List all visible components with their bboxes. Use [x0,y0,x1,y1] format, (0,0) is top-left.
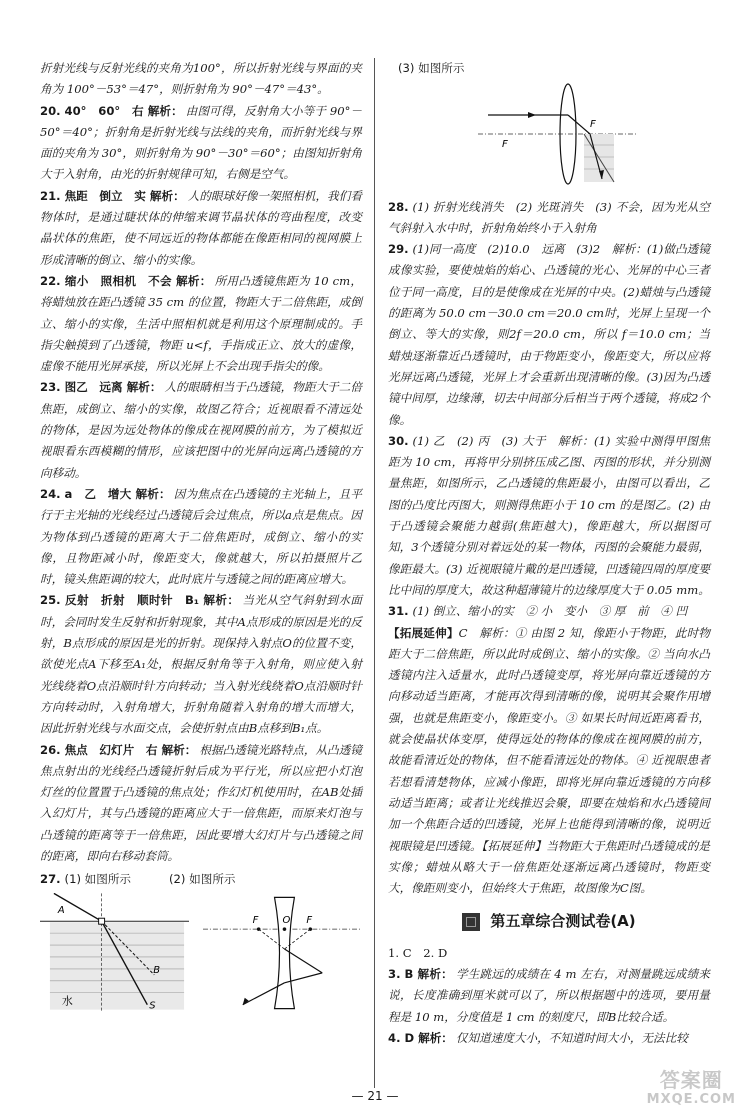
label-f-left: F [252,914,259,926]
page-number: — 21 — [351,1089,399,1103]
answer: D [404,1030,415,1045]
section-title-text: 第五章综合测试卷(A) [490,912,636,931]
question-number: 28. [388,199,409,214]
question-28 [388,197,710,240]
column-divider [374,58,375,1088]
analysis-label: 解析： [418,1030,453,1045]
question-29 [388,239,710,431]
question-number: 20. [40,103,61,118]
extension-text: C 解析：① 由图 2 知，像距小于物距，此时物距大于二倍焦距，所以此时成倒立、缩小的实像。② 当向水凸透镜内注入适量水，此时凸透镜变厚，将光屏向靠近透镜的方向移动适当距离，才能再次得到清晰的像，说明其会聚作用增强，也就是焦距变小，像距变小。③ 如果长时间近距离看书，就会使晶状体变厚，使得远处的物体的像成在视网膜的前方，故能看清近处的物体，但不能看清远处的物体。④ 近视眼患者若想看清楚物体，应减小像距，即将光屏向靠近透镜的方向移动适当距离；或者让光线推迟会聚，即要在烛焰和水凸透镜间加一个焦距合适的凹透镜，光屏上也能得到清晰的像，说明近视眼镜是凹透镜。【拓展延伸】当物距大于焦距时凸透镜成的是实像；蜡烛从略大于一倍焦距处逐渐远离凸透镜时，物距变大，像距则变小，但始终大于焦距，故图像为C图。 [388,625,710,896]
concave-lens-diagram [203,893,362,1013]
analysis-text: 因为焦点在凸透镜的主光轴上，且平行于主光轴的光线经过凸透镜后会过焦点，所以a点是焦点。因为物体到凸透镜的距离大于二倍焦距时，成倒立、缩小的实像，且物距减小时，像距变大，像就越大，所以拍摄照片乙时，镜头焦距调的较大，此时底片与透镜之间的距离应增大。 [40,486,362,587]
analysis-text: 仅知道速度大小，不知道时间大小，无法比较 [455,1030,688,1045]
question-30 [388,431,710,601]
watermark-logo: 答案圈 MXQE.COM [646,1068,736,1107]
answer: 缩小 照相机 不会 [64,273,172,288]
question-number: 30. [388,433,409,448]
analysis-text: 人的眼球好像一架照相机，我们看物体时，是通过睫状体的伸缩来调节晶状体的弯曲程度，改变晶状体的焦距，使不同远近的物体都能在像距相同的视网膜上形成清晰的倒立、缩小的实像。 [40,188,362,267]
question-21 [40,186,362,271]
answer: 焦距 倒立 实 [64,188,146,203]
answer: B [404,966,414,981]
answer-text: (1)同一高度 (2)10.0 远离 (3)2 解析：(1)做凸透镜成像实验，要使烛焰的焰心、凸透镜的光心、光屏的中心三者位于同一高度，目的是使像成在光屏的中央。(2)蜡烛与凸透镜的距离为 50.0 cm－30.0 cm＝20.0 cm时，光屏上呈现一个倒立、等大的实像，则2f＝20.0 cm，所以 f＝10.0 cm；当蜡烛逐渐靠近凸透镜时，由于物距变小，像距变大，所以应将光屏远离凸透镜，光屏上才会重新出现清晰的像。(3)因为凸透镜中间厚，边缘薄，切去中间部分后相当于两个透镜，将成2个像。 [388,242,710,427]
analysis-text: 学生跳远的成绩在 4 m 左右，对测量跳远成绩来说，长度准确到厘米就可以了，所以根据题中的选项，要用量程是 10 m，分度值是 1 cm 的刻度尺，即B比较合适。 [388,966,710,1024]
analysis-label: 解析： [161,742,197,757]
question-27-part-3 [388,58,710,197]
answer: 反射 折射 顺时针 B₁ [64,593,199,608]
label-s: S [149,1000,156,1012]
question-31 [388,601,710,899]
analysis-label: 解析： [135,486,171,501]
question-number: 3. [388,966,401,981]
left-column [40,58,362,1013]
question-25 [40,590,362,739]
convex-lens-diagram [468,79,668,189]
analysis-label: 解析： [417,966,453,981]
water-label: 水 [61,994,73,1008]
question-26 [40,740,362,868]
label-a: A [57,904,65,916]
section-square-icon [462,913,480,931]
extension-label: 【拓展延伸】 [388,625,459,640]
question-number: 29. [388,242,409,257]
figure-captions [40,869,362,890]
analysis-label: 解析： [149,188,185,203]
answer: 40° 60° 右 [64,103,144,118]
question-23 [40,377,362,483]
label-o: O [282,914,291,926]
analysis-text: 所用凸透镜焦距为 10 cm，将蜡烛放在距凸透镜 35 cm 的位置，物距大于二倍焦距，成倒立、缩小的实像，生活中照相机就是利用这个原理制成的。手指尖触摸到了凸透镜，物距 u<f，手指成正立、放大的虚像，虚像不能用光屏承接，所以光屏上不会出现手指尖的像。 [40,273,362,374]
question-20 [40,101,362,186]
question-number: 22. [40,273,61,288]
answer: a 乙 增大 [64,486,132,501]
analysis-text: 根据凸透镜光路特点，从凸透镜焦点射出的光线经凸透镜折射后成为平行光，所以应把小灯泡灯丝的位置置于凸透镜的焦点处；作幻灯机使用时，在AB处插入幻灯片，其与凸透镜的距离应大于一倍焦距，而原来灯泡与凸透镜的距离等于一倍焦距，因此要增大幻灯片与凸透镜之间的距离，即向右移动套筒。 [40,742,362,863]
answer: 焦点 幻灯片 右 [64,742,158,757]
question-27 [40,869,362,1012]
label-f-right: F [590,119,596,131]
answer: 图乙 远离 [64,380,123,395]
question-number: 21. [40,188,61,203]
analysis-text: 当光从空气斜射到水面时，会同时发生反射和折射现象，其中A点形成的原因是光的反射，B点形成的原因是光的折射。现保持入射点O的位置不变，欲使光点A下移至A₁处，根据反射角等于入射角，则应使入射光线绕着O点沿顺时针方向转动；当入射光线绕着O点沿顺时针方向转动时，入射角增大，折射角随着入射角的增大而增大，因此折射光线与水面交点，会使折射点由B点移到B₁点。 [40,593,362,736]
label-f-right: F [306,914,313,926]
answers-1-2: 1. C 2. D [388,945,448,960]
question-number: 27. [40,872,61,887]
intro-text: 折射光线与反射光线的夹角为100°，所以折射光线与界面的夹角为 100°－53°＝47°，则折射角为 90°－47°＝43°。 [40,61,362,97]
question-24 [40,484,362,590]
answer-text: (1) 倒立、缩小的实 ② 小 变小 ③ 厚 前 ④ 凹 [412,604,688,619]
figure-caption-1: (1) 如图所示 [64,872,132,887]
analysis-label: 解析： [202,593,240,608]
figure-caption-2: (2) 如图所示 [169,872,236,887]
answer-text: (1) 乙 (2) 丙 (3) 大于 解析：(1) 实验中测得甲图焦距为 10 cm，再将甲分别挤压成乙图、丙图的形状，并分别测量焦距，如图所示，乙凸透镜的焦距最小，由图可以看出，乙图的凸度比丙图大，则测得焦距小于 10 cm 的是图乙。(2) 由于凸透镜会聚能力越弱(焦距越大)，像距越大，所以据图可知，3个透镜分别对着远处的某一物体，丙图的会聚能力最弱，像距最大。(3) 近视眼镜片戴的是凹透镜，凹透镜四周的厚度要比中间的厚度大，故这种超薄镜片的边缘厚度大于 0.05 mm。 [388,433,710,597]
answer-text: (1) 折射光线消失 (2) 光斑消失 (3) 不会，因为光从空气斜射入水中时，折射角始终小于入射角 [388,199,710,235]
figure-caption-3: (3) 如图所示 [398,61,465,75]
section-title [388,911,710,932]
refraction-diagram [40,893,189,1013]
question-22 [40,271,362,377]
question-number: 31. [388,604,409,619]
question-number: 24. [40,486,61,501]
analysis-text: 人的眼睛相当于凸透镜，物距大于二倍焦距，成倒立、缩小的实像，故图乙符合；近视眼看不清远处的物体，是因为远处物体的像成在视网膜的前方，为了模拟近视眼看东西模糊的情形，应该把图中的光屏向远离凸透镜的方向移动。 [40,380,362,480]
analysis-label: 解析： [147,103,183,118]
question-number: 25. [40,593,61,608]
right-column [388,58,710,1049]
analysis-text: 由图可得，反射角大小等于 90°－50°＝40°；折射角是折射光线与法线的夹角，而折射光线与界面的夹角为 30°，则折射角为 90°－30°＝60°；由图知折射角大于入射角，由光的折射规律可知，右侧是空气。 [40,103,362,182]
label-b: B [153,964,161,976]
label-f-left: F [502,139,508,151]
answer-3 [388,964,710,1028]
answer-4 [388,1028,710,1049]
question-number: 23. [40,380,61,395]
analysis-label: 解析： [175,273,212,288]
analysis-label: 解析： [126,380,162,395]
question-number: 4. [388,1030,401,1045]
question-number: 26. [40,742,61,757]
